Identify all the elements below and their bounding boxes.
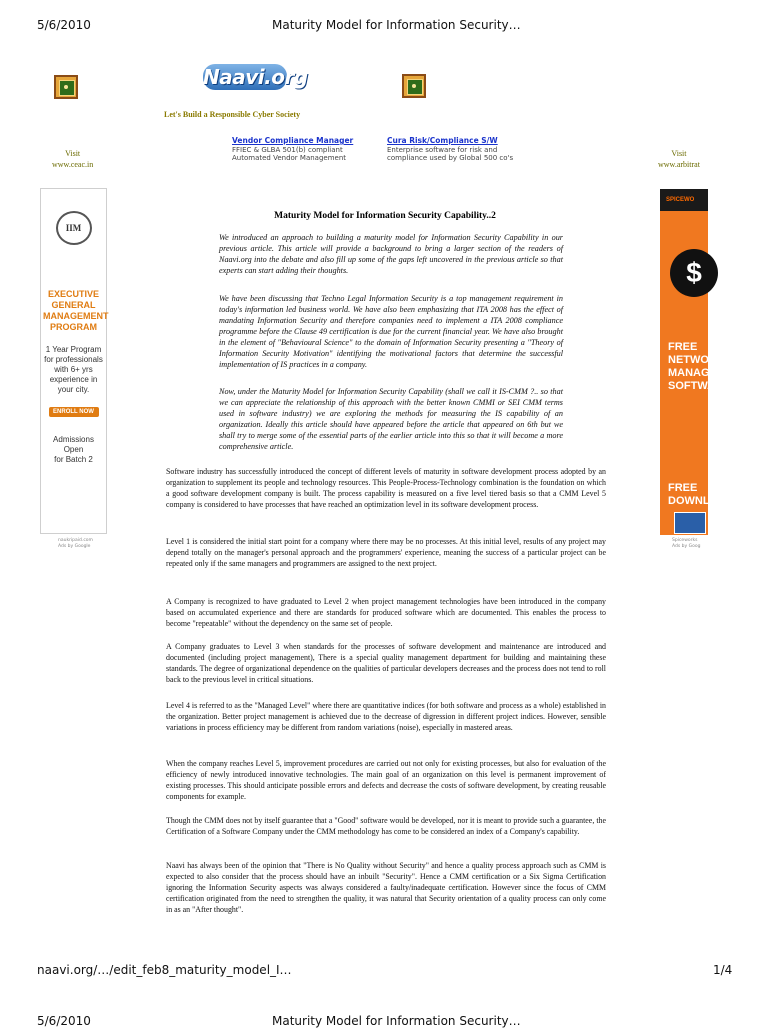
intro-paragraph: We introduced an approach to building a maturity model for Information Security Capability in our previous article. This article will provide a background to bring a larger section of the readers of Naavi.org into the debate and also fill up some of the gaps left uncovered in the previous article so that experts can start adding their thoughts. <box>219 233 563 275</box>
body-paragraph: Level 1 is considered the initial start point for a company where there may be no processes. At this initial level, results of any project may depend totally on the manager's personal approach and the programmers' experience, meaning the success of a particular project can be repeated only if the same managers and programmers are assigned to the next project. <box>166 537 606 568</box>
next-page-header-date: 5/6/2010 <box>37 1014 91 1028</box>
ad-link-line: Automated Vendor Management <box>232 154 347 162</box>
enroll-now-button[interactable]: ENROLL NOW <box>49 407 99 417</box>
ad-right-headline-line: MANAGEM <box>668 367 727 379</box>
ad-link-title[interactable]: Cura Risk/Compliance S/W <box>387 136 498 145</box>
ad-right-note[interactable] <box>672 538 700 550</box>
ad-right-download-line: DOWNLO <box>668 495 719 507</box>
visit-right-label: Visit <box>671 149 687 158</box>
ad-left-note-line: Ads by Google <box>58 544 91 549</box>
ad-left-body <box>43 345 104 395</box>
ad-link-line: compliance used by Global 500 co's <box>387 154 514 162</box>
ad-right-note-line: Spiceworks <box>672 538 698 543</box>
ad-left-body-line: 1 Year Program <box>45 345 102 354</box>
ad-left-headline-line: GENERAL <box>51 300 96 310</box>
ad-link-vendor-compliance[interactable] <box>232 137 372 162</box>
ad-right-note-line: Ads by Goog <box>672 544 701 549</box>
body-paragraph: A Company is recognized to have graduated to Level 2 when project management technologies have been introduced in the company based on accumulated experience and there are standards for produced software which are documented. This enables the process to become "repeatable" without the dependency on the same set of people. <box>166 597 606 628</box>
ad-left-body-line: with 6+ yrs <box>54 365 93 374</box>
ad-left-headline-line: EXECUTIVE <box>47 289 99 299</box>
ad-left-body-line: for professionals <box>44 355 103 364</box>
print-footer-url: naavi.org/…/edit_feb8_maturity_model_I… <box>37 963 292 977</box>
ad-link-title[interactable]: Vendor Compliance Manager <box>232 136 354 145</box>
iim-badge-icon: IIM <box>56 211 92 245</box>
body-paragraph: Though the CMM does not by itself guarantee that a "Good" software would be developed, nor it is meant to provide such a guarantee, the Certification of a Software Company under the CMM methodology has come to be considered an index of a Company's capability. <box>166 816 606 836</box>
left-banner-ad[interactable] <box>40 188 107 534</box>
ad-left-footer-line: Admissions Open <box>53 435 94 454</box>
yantra-logo-left-icon <box>54 75 78 99</box>
print-header-title: Maturity Model for Information Security… <box>272 18 521 32</box>
body-paragraph: Software industry has successfully introduced the concept of different levels of maturity in software development process adopted by an organization to supplement its people and technology resources. This People-Process-Technology combination is the foundation on which a good software development company is built. The process capability is measured on a five level tiered basis so that a CMM Level 5 company is considered to have processes that have reached an optimization level in its software development process. <box>166 467 606 509</box>
visit-left-url: www.ceac.in <box>52 160 94 169</box>
body-paragraph: When the company reaches Level 5, improvement procedures are carried out not only for existing processes, but also for evaluation of the efficiency of newly introduced innovative technologies. The main goal of an organization on this level is permanent improvement of existing processes. This should anticipate possible errors and defects and decrease the costs of software development, by creating reusable components for example. <box>166 759 606 801</box>
print-header-date: 5/6/2010 <box>37 18 91 32</box>
site-tagline: Let's Build a Responsible Cyber Society <box>164 110 301 119</box>
right-banner-ad[interactable] <box>660 189 727 535</box>
ad-right-headline-line: FREE <box>668 341 698 353</box>
naavi-logo[interactable]: Naavi.org <box>203 65 308 89</box>
yantra-logo-right-icon <box>402 74 426 98</box>
ad-left-headline <box>43 289 109 333</box>
visit-right-url: www.arbitrat <box>658 160 700 169</box>
ad-right-headline <box>668 341 726 393</box>
ad-right-download <box>668 482 718 508</box>
no-dollar-sign-icon: $ <box>670 249 718 297</box>
download-icon[interactable] <box>674 512 706 534</box>
visit-link-left[interactable] <box>52 148 93 170</box>
ad-left-headline-line: PROGRAM <box>50 322 97 332</box>
next-page-header-title: Maturity Model for Information Security… <box>272 1014 521 1028</box>
ad-left-note-line: naukripaid.com <box>58 538 93 543</box>
body-paragraph: Naavi has always been of the opinion that "There is No Quality without Security" and hence a quality process approach such as CMM is expected to also consider that the process should have an inbuilt "Security". Hence a CMM certification or a Six Sigma Certification ignoring the Information Security aspects was always considered a faulty/inadequate certification. However since the focus of CMM certification originated from the need to strengthen the quality, it was natural that Security orientation of a quality process can only come in as an "After thought". <box>166 861 606 914</box>
ad-right-headline-line: NETWO <box>668 354 709 366</box>
visit-left-label: Visit <box>65 149 81 158</box>
ad-left-headline-line: MANAGEMENT <box>43 311 109 321</box>
article-title: Maturity Model for Information Security Capability..2 <box>274 211 496 221</box>
ad-left-body-line: your city. <box>57 385 90 394</box>
print-footer-page: 1/4 <box>713 963 733 977</box>
ad-left-footer-line: for Batch 2 <box>54 455 93 464</box>
ad-link-line: Enterprise software for risk and <box>387 146 498 154</box>
ad-right-download-line: FREE <box>668 482 698 494</box>
ad-right-brand: SPICEWO <box>660 189 708 211</box>
intro-paragraph: We have been discussing that Techno Legal Information Security is a top management requirement in today's information led business world. We have also been emphasizing that ITA 2008 has the effect of mandating Information Security and therefore companies need to implement a ITA 2008 compliance programme before the Clause 49 certification is due for the current financial year. We have also brought in the element of "Behavioural Science" to the domain of Information Security presenting a "Theory of Information Security Motivation" identifying the motivational factors that determine the successful implementation of IS practices in a company. <box>219 294 563 369</box>
body-paragraph: A Company graduates to Level 3 when standards for the processes of software development and maintenance are introduced and documented (including project management), There is a special quality management department for building and maintaining these standards. The degree of organizational dependence on the qualities of particular developers decreases and the process does not tend to roll back to the previous level in critical situations. <box>166 642 606 684</box>
ad-left-footer <box>43 435 104 465</box>
ad-link-line: FFIEC & GLBA 501(b) compliant <box>232 146 343 154</box>
ad-link-cura-risk[interactable] <box>387 137 527 162</box>
visit-link-right[interactable] <box>658 148 700 170</box>
ad-right-headline-line: SOFTWA <box>668 380 716 392</box>
body-paragraph: Level 4 is referred to as the "Managed Level" where there are quantitative indices (for both software and process as a whole) established in the organization. Better project management is achieved due to the decrease of digression in different project indices. However, sensible variations in process efficiency may be different from random variations (noise), especially in mastered areas. <box>166 701 606 732</box>
intro-paragraph: Now, under the Maturity Model for Information Security Capability (shall we call it IS-CMM ?.. so that we can appreciate the relationship of this approach with the better known CMMI or SEI CMM terms used in software industry) we are exploring the methods for measuring the IS capability of an organization. Ideally this article should have appeared before the article that appeared on 6th but we shall try to merge some of the essential parts of the earlier article into this so that it will become a more comprehensive article. <box>219 387 563 451</box>
ad-left-body-line: experience in <box>49 375 98 384</box>
ad-left-note[interactable] <box>58 538 93 550</box>
